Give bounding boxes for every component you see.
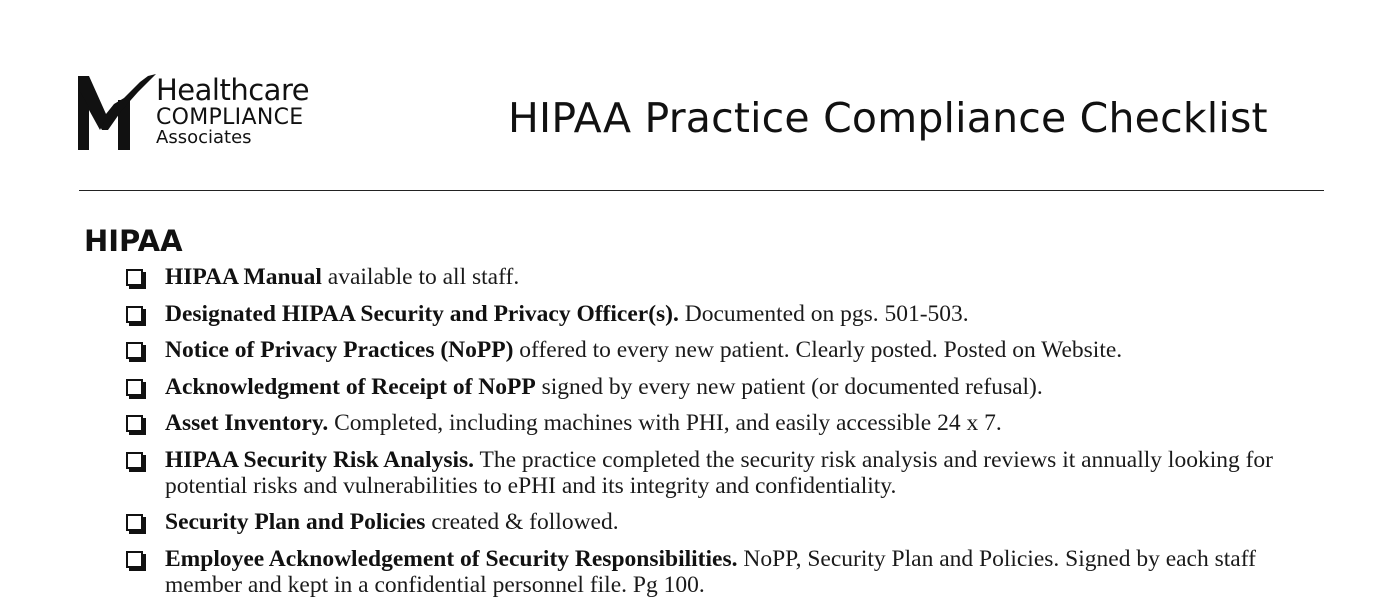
item-title: Security Plan and Policies xyxy=(165,509,426,535)
item-title: HIPAA Security Risk Analysis. xyxy=(165,446,475,473)
checkbox-icon[interactable] xyxy=(126,514,143,531)
checklist-item-risk-analysis xyxy=(124,447,1334,499)
item-description: Documented on pgs. 501-503. xyxy=(678,300,969,327)
item-title: HIPAA Manual xyxy=(165,264,322,290)
checkbox-icon[interactable] xyxy=(126,452,143,469)
checkbox-icon[interactable] xyxy=(126,342,143,359)
checkbox-icon[interactable] xyxy=(126,269,143,286)
hipaa-checklist xyxy=(124,264,1334,608)
logo-wordmark xyxy=(156,73,310,148)
item-title: Acknowledgment of Receipt of NoPP xyxy=(165,373,536,400)
checklist-item-nopp-acknowledgment xyxy=(124,374,1334,400)
document-title: HIPAA Practice Compliance Checklist xyxy=(508,94,1268,142)
checkbox-icon[interactable] xyxy=(126,551,143,568)
item-title: Notice of Privacy Practices (NoPP) xyxy=(165,337,514,363)
hm-checkmark-logo-icon xyxy=(78,74,156,154)
logo-line-associates: Associates xyxy=(156,127,252,148)
checkbox-icon[interactable] xyxy=(126,306,143,323)
checklist-item-security-plan xyxy=(124,509,1334,535)
item-description: NoPP, Security Plan and Policies. Signed by each staff member and kept in a confidential personnel file. Pg 100. xyxy=(165,545,1256,598)
item-description: created & followed. xyxy=(425,509,619,535)
checkbox-icon[interactable] xyxy=(126,415,143,432)
checkbox-icon[interactable] xyxy=(126,379,143,396)
checklist-item-nopp xyxy=(124,337,1334,363)
logo-line-healthcare: Healthcare xyxy=(156,73,310,107)
item-description: Completed, including machines with PHI, and easily accessible 24 x 7. xyxy=(328,410,1002,436)
item-title: Employee Acknowledgement of Security Responsibilities. xyxy=(165,545,738,572)
section-heading-hipaa: HIPAA xyxy=(84,224,183,258)
checklist-item-hipaa-manual xyxy=(124,264,1334,290)
item-title: Asset Inventory. xyxy=(165,410,329,436)
checklist-item-security-officer xyxy=(124,301,1334,327)
company-logo xyxy=(78,74,338,154)
item-description: available to all staff. xyxy=(321,264,520,290)
logo-line-compliance: COMPLIANCE xyxy=(156,105,304,130)
checklist-item-employee-acknowledgement xyxy=(124,546,1334,598)
item-title: Designated HIPAA Security and Privacy Officer(s). xyxy=(165,300,679,327)
item-description: The practice completed the security risk analysis and reviews it annually looking for potential risks and vulnerabilities to ePHI and its integrity and confidentiality. xyxy=(165,446,1274,499)
header-divider xyxy=(79,190,1324,191)
item-description: signed by every new patient (or documented refusal). xyxy=(535,373,1043,400)
item-description: offered to every new patient. Clearly posted. Posted on Website. xyxy=(513,337,1123,363)
checklist-item-asset-inventory xyxy=(124,410,1334,436)
